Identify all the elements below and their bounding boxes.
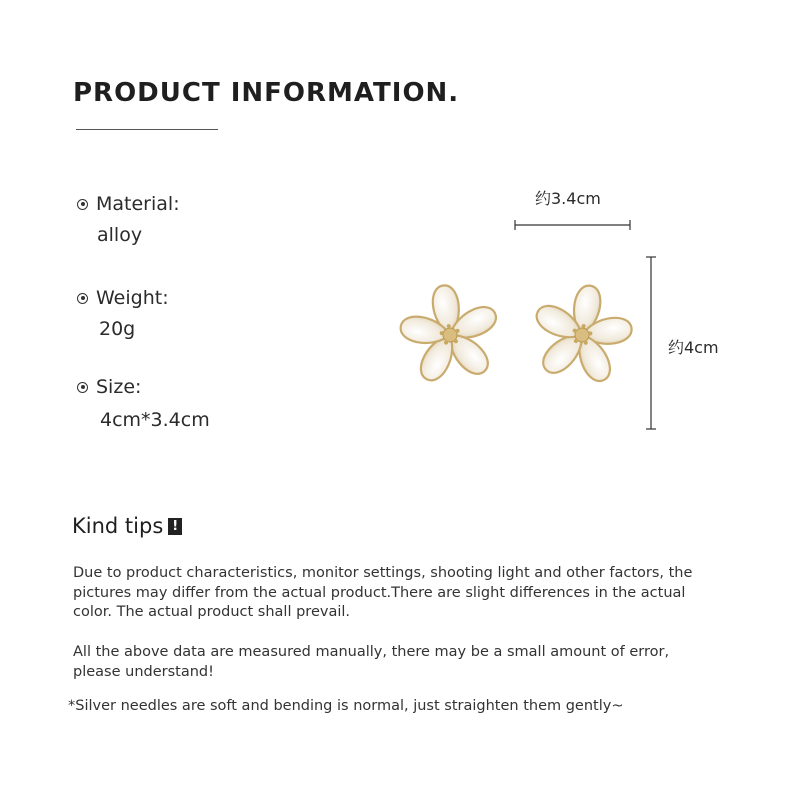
exclamation-icon: ! bbox=[168, 518, 182, 535]
width-dimension-line bbox=[505, 215, 640, 235]
spec-weight-label-text: Weight: bbox=[96, 287, 169, 309]
spec-size-label-text: Size: bbox=[96, 376, 142, 398]
bullet-icon bbox=[77, 199, 88, 210]
page-title: PRODUCT INFORMATION. bbox=[73, 78, 460, 108]
spec-material-value: alloy bbox=[97, 224, 143, 246]
height-dimension-label: 约4cm bbox=[668, 338, 719, 357]
width-dimension-label: 约3.4cm bbox=[535, 189, 601, 208]
earring-right-image bbox=[530, 280, 634, 390]
height-dimension-line bbox=[641, 252, 661, 434]
spec-material-label-text: Material: bbox=[96, 193, 180, 215]
bullet-icon bbox=[77, 293, 88, 304]
spec-material-label bbox=[77, 193, 180, 215]
tips-paragraph-2: All the above data are measured manually, there may be a small amount of error, please understand! bbox=[73, 644, 670, 680]
silver-needle-note: *Silver needles are soft and bending is normal, just straighten them gently~ bbox=[68, 698, 624, 714]
bullet-icon bbox=[77, 382, 88, 393]
title-divider bbox=[76, 129, 218, 130]
spec-weight-value: 20g bbox=[99, 318, 136, 340]
kind-tips-text: Kind tips bbox=[72, 514, 164, 538]
spec-weight-label bbox=[77, 287, 169, 309]
spec-size-value: 4cm*3.4cm bbox=[100, 409, 210, 431]
kind-tips-heading bbox=[72, 514, 182, 538]
spec-size-label bbox=[77, 376, 141, 398]
tips-paragraph-1: Due to product characteristics, monitor settings, shooting light and other factors, the pictures may differ from the actual product.There are slight differences in the actual color. The actual product shall prevail. bbox=[73, 565, 693, 620]
earring-left-image bbox=[398, 280, 502, 390]
